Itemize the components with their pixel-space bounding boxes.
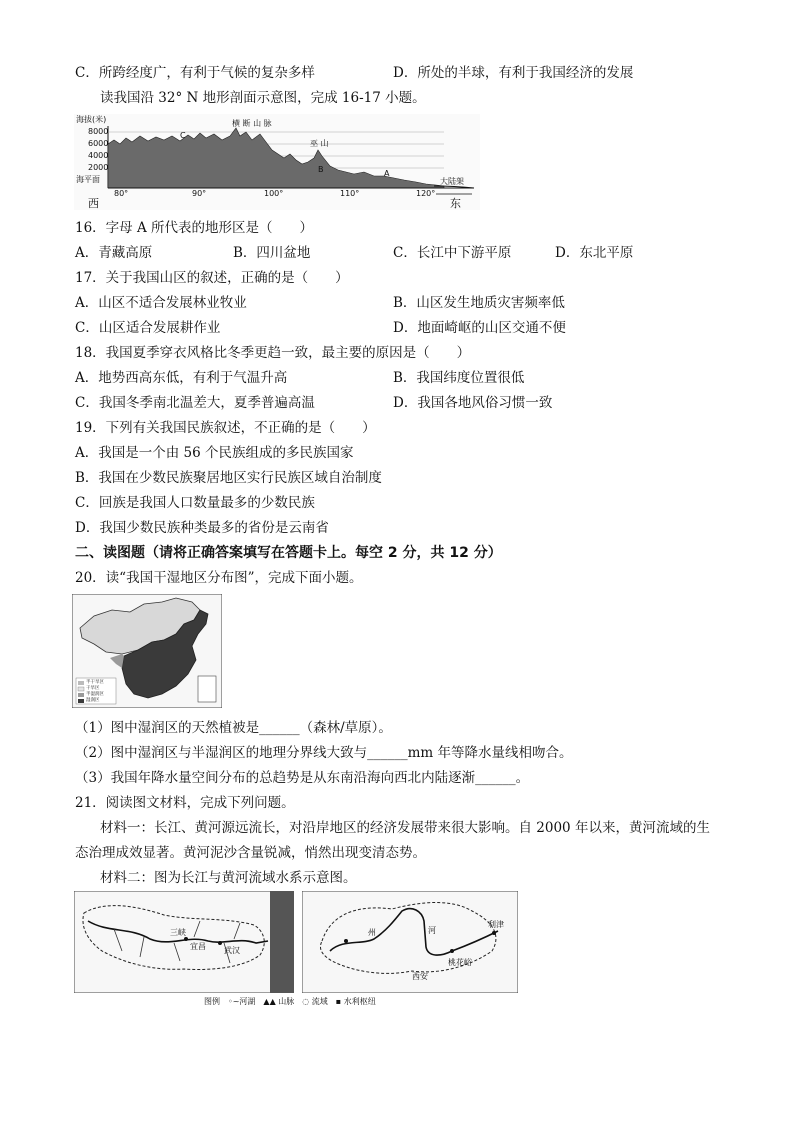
label-zhou: 州 (368, 928, 376, 937)
xtick-90: 90° (192, 189, 207, 198)
q20-part-1: （1）图中湿润区的天然植被是______（森林/草原）。 (75, 720, 392, 736)
label-he: 河 (428, 926, 436, 935)
map-legend-3: 半湿润区 (86, 692, 104, 697)
q16-stem: 16．字母 A 所代表的地形区是（ ） (75, 220, 314, 236)
q16-option-c: C．长江中下游平原 (393, 245, 512, 261)
q21-material-1b: 态治理成效显著。黄河泥沙含量锐减，悄然出现变清态势。 (75, 845, 426, 861)
q20-part-2: （2）图中湿润区与半湿润区的地理分界线大致与______mm 年等降水量线相吻合。 (75, 745, 573, 761)
river-map-legend: 图例 ◦~河湖 ▲▲ 山脉 ◌ 流域 ▪ 水利枢纽 (204, 997, 376, 1006)
label-b: B (318, 165, 324, 174)
xtick-100: 100° (264, 189, 284, 198)
label-wushan: 巫 山 (310, 139, 329, 148)
q15-option-c: C．所跨经度广，有利于气候的复杂多样 (75, 65, 315, 81)
label-a: A (384, 169, 390, 178)
q18-option-d: D．我国各地风俗习惯一致 (393, 395, 553, 411)
q18-stem: 18．我国夏季穿衣风格比冬季更趋一致，最主要的原因是（ ） (75, 345, 471, 361)
ytick-4000: 4000 (88, 151, 109, 160)
q17-option-b: B．山区发生地质灾害频率低 (393, 295, 565, 311)
q18-option-a: A．地势西高东低，有利于气温升高 (75, 370, 288, 386)
map-legend-2: 干旱区 (86, 686, 100, 691)
label-wuhan: 武汉 (224, 946, 240, 955)
q19-option-d: D．我国少数民族种类最多的省份是云南省 (75, 520, 329, 536)
q16-option-d: D．东北平原 (555, 245, 634, 261)
label-lijin: 利津 (488, 920, 504, 929)
profile-ylabel: 海拔(米) (76, 115, 107, 124)
q17-option-c: C．山区适合发展耕作业 (75, 320, 221, 336)
terrain-profile-figure (74, 114, 480, 210)
q17-option-d: D．地面崎岖的山区交通不便 (393, 320, 566, 336)
ytick-sealevel: 海平面 (76, 175, 100, 184)
q21-material-1a: 材料一：长江、黄河源远流长，对沿岸地区的经济发展带来很大影响。自 2000 年以来，黄河流域的生 (100, 820, 710, 836)
map-legend-4: 湿润区 (86, 698, 100, 703)
q20-part-3: （3）我国年降水量空间分布的总趋势是从东南沿海向西北内陆逐渐______。 (75, 770, 530, 786)
q16-intro: 读我国沿 32° N 地形剖面示意图，完成 16-17 小题。 (100, 90, 426, 106)
ytick-8000: 8000 (88, 127, 109, 136)
section-2-heading: 二、读图题（请将正确答案填写在答题卡上。每空 2 分，共 12 分） (75, 545, 502, 561)
q15-option-d: D．所处的半球，有利于我国经济的发展 (393, 65, 634, 81)
label-east: 东 (450, 197, 461, 210)
label-shelf: 大陆架 (440, 177, 464, 186)
label-hengduan: 横 断 山 脉 (232, 119, 272, 128)
q21-material-2: 材料二：图为长江与黄河流域水系示意图。 (100, 870, 357, 886)
label-west: 西 (88, 197, 99, 210)
xtick-80: 80° (114, 189, 129, 198)
q19-option-b: B．我国在少数民族聚居地区实行民族区域自治制度 (75, 470, 382, 486)
q16-option-b: B．四川盆地 (233, 245, 311, 261)
map-legend-1: 半干旱区 (86, 680, 104, 685)
ytick-6000: 6000 (88, 139, 109, 148)
xtick-120: 120° (416, 189, 436, 198)
label-sanxia: 三峡 (170, 928, 186, 937)
q18-option-c: C．我国冬季南北温差大，夏季普遍高温 (75, 395, 315, 411)
label-huayuankou: 桃花峪 (448, 958, 472, 967)
q17-stem: 17．关于我国山区的叙述，正确的是（ ） (75, 270, 349, 286)
q20-stem: 20．读“我国干湿地区分布图”，完成下面小题。 (75, 570, 363, 586)
q18-option-b: B．我国纬度位置很低 (393, 370, 525, 386)
label-c: C (180, 131, 186, 140)
ytick-2000: 2000 (88, 163, 109, 172)
q19-option-c: C．回族是我国人口数量最多的少数民族 (75, 495, 315, 511)
label-xian: 西安 (412, 972, 428, 981)
xtick-110: 110° (340, 189, 360, 198)
q19-option-a: A．我国是一个由 56 个民族组成的多民族国家 (75, 445, 354, 461)
q19-stem: 19．下列有关我国民族叙述，不正确的是（ ） (75, 420, 376, 436)
label-yichang: 宜昌 (190, 942, 206, 951)
q21-stem: 21．阅读图文材料，完成下列问题。 (75, 795, 295, 811)
q16-option-a: A．青藏高原 (75, 245, 153, 261)
yellow-river-basin-map (302, 891, 518, 993)
q17-option-a: A．山区不适合发展林业牧业 (75, 295, 247, 311)
yangtze-basin-map (74, 891, 294, 993)
